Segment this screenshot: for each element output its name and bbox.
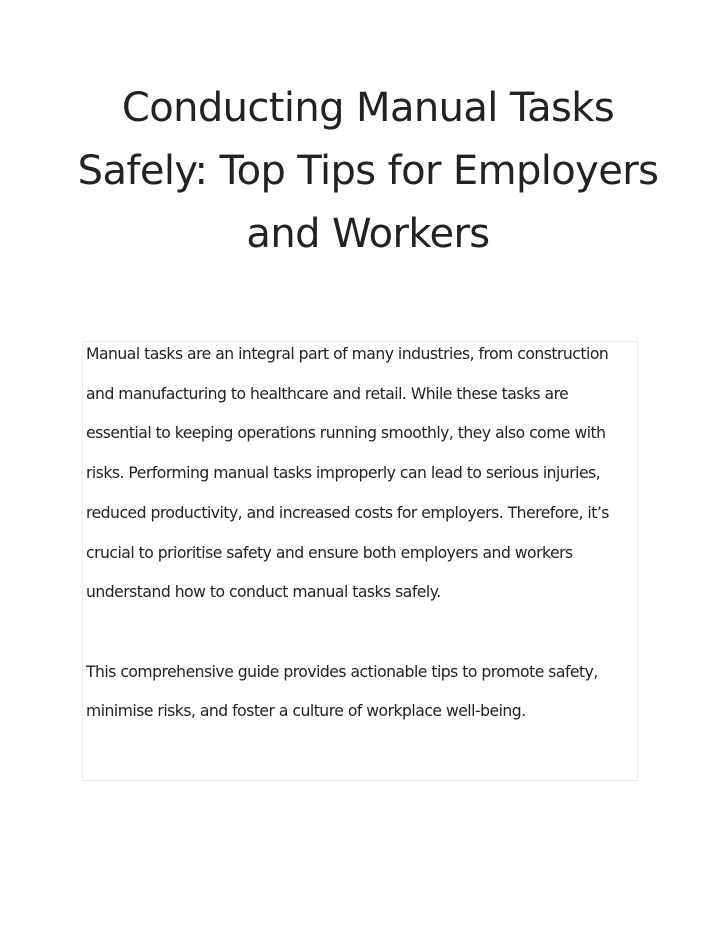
summary-paragraph: This comprehensive guide provides actionable tips to promote safety, minimise risks, and foster a culture of workplace well-being. bbox=[86, 662, 598, 721]
intro-paragraph: Manual tasks are an integral part of many industries, from construction and manufacturing to healthcare and retail. While these tasks are essential to keeping operations running smoothly, they also come with risks. Performing manual tasks improperly can lead to serious injuries, reduced productivity, and increased costs for employers. Therefore, it’s crucial to prioritise safety and ensure both employers and workers understand how to conduct manual tasks safely. bbox=[86, 345, 609, 602]
page-title: Conducting Manual Tasks Safely: Top Tips for Employers and Workers bbox=[77, 85, 659, 257]
intro-text-box bbox=[82, 341, 638, 781]
